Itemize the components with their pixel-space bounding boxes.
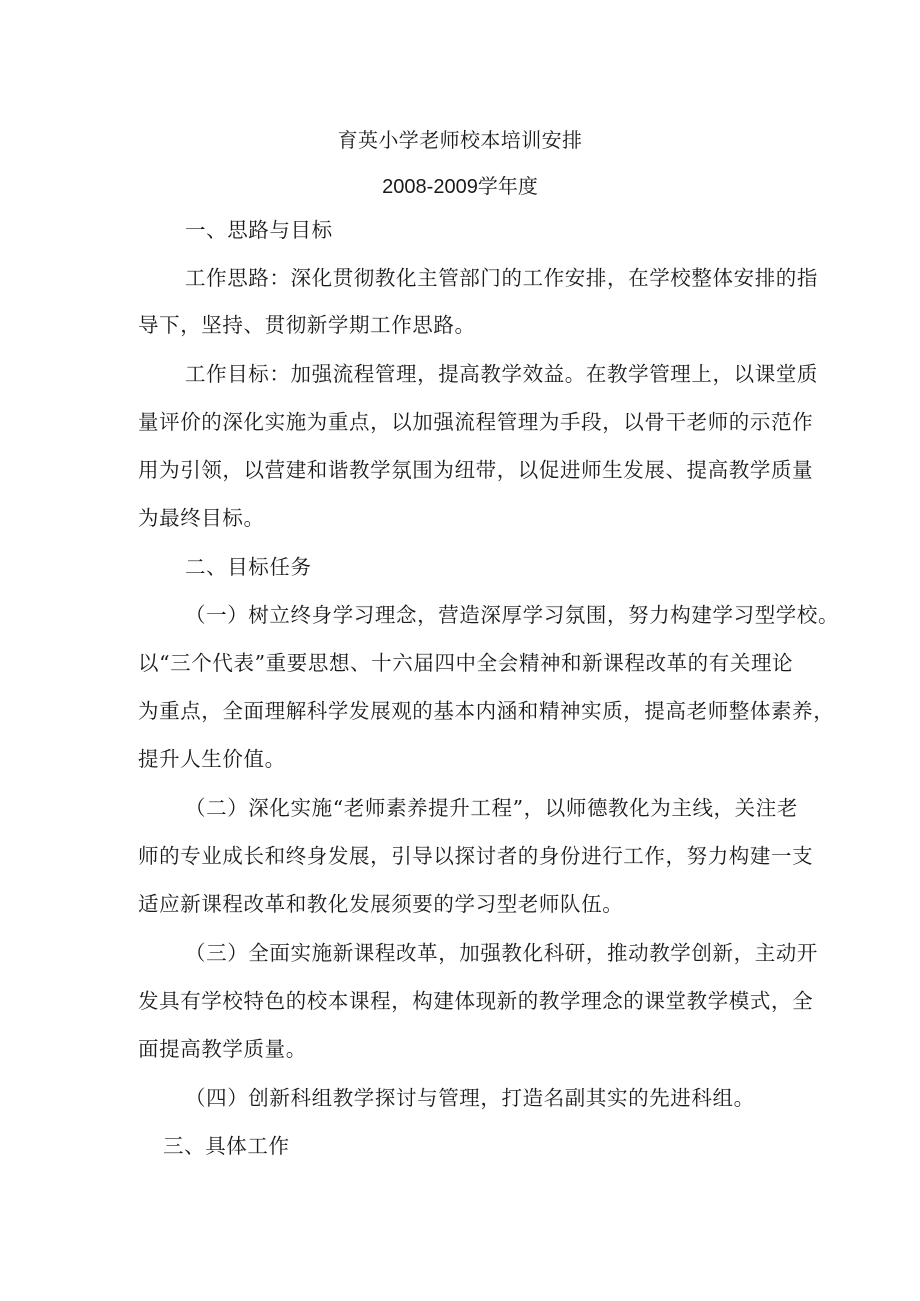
paragraph-line: 导下，坚持、贯彻新学期工作思路。 <box>138 313 476 337</box>
paragraph-line: 用为引领，以营建和谐教学氛围为纽带，以促进师生发展、提高教学质量 <box>138 458 814 482</box>
paragraph-line: （一）树立终身学习理念，营造深厚学习氛围，努力构建学习型学校。 <box>185 603 840 627</box>
section-heading-2: 二、目标任务 <box>185 555 312 579</box>
paragraph-line: 师的专业成长和终身发展，引导以探讨者的身份进行工作，努力构建一支 <box>138 844 814 868</box>
document-title: 育英小学老师校本培训安排 <box>337 128 583 152</box>
paragraph-line: （二）深化实施“老师素养提升工程”，以师德教化为主线，关注老 <box>185 796 798 820</box>
paragraph-line: 提升人生价值。 <box>138 747 286 771</box>
paragraph-line: 为重点，全面理解科学发展观的基本内涵和精神实质，提高老师整体素养， <box>138 699 835 723</box>
paragraph-line: （四）创新科组教学探讨与管理，打造名副其实的先进科组。 <box>185 1086 755 1110</box>
paragraph-line: 以“三个代表”重要思想、十六届四中全会精神和新课程改革的有关理论 <box>138 651 794 675</box>
paragraph-line: 发具有学校特色的校本课程，构建体现新的教学理念的课堂教学模式，全 <box>138 989 814 1013</box>
paragraph-line: 面提高教学质量。 <box>138 1037 307 1061</box>
document-year: 2008-2009学年度 <box>382 176 538 198</box>
paragraph-line: 适应新课程改革和教化发展须要的学习型老师队伍。 <box>138 892 624 916</box>
paragraph-line: 工作思路：深化贯彻教化主管部门的工作安排，在学校整体安排的指 <box>185 266 818 290</box>
paragraph-line: 量评价的深化实施为重点，以加强流程管理为手段，以骨干老师的示范作 <box>138 410 814 434</box>
paragraph-line: 为最终目标。 <box>138 506 265 530</box>
section-heading-3: 三、具体工作 <box>163 1134 290 1158</box>
paragraph-line: 工作目标：加强流程管理，提高教学效益。在教学管理上，以课堂质 <box>185 362 818 386</box>
section-heading-1: 一、思路与目标 <box>185 218 333 242</box>
paragraph-line: （三）全面实施新课程改革，加强教化科研，推动教学创新，主动开 <box>185 941 818 965</box>
